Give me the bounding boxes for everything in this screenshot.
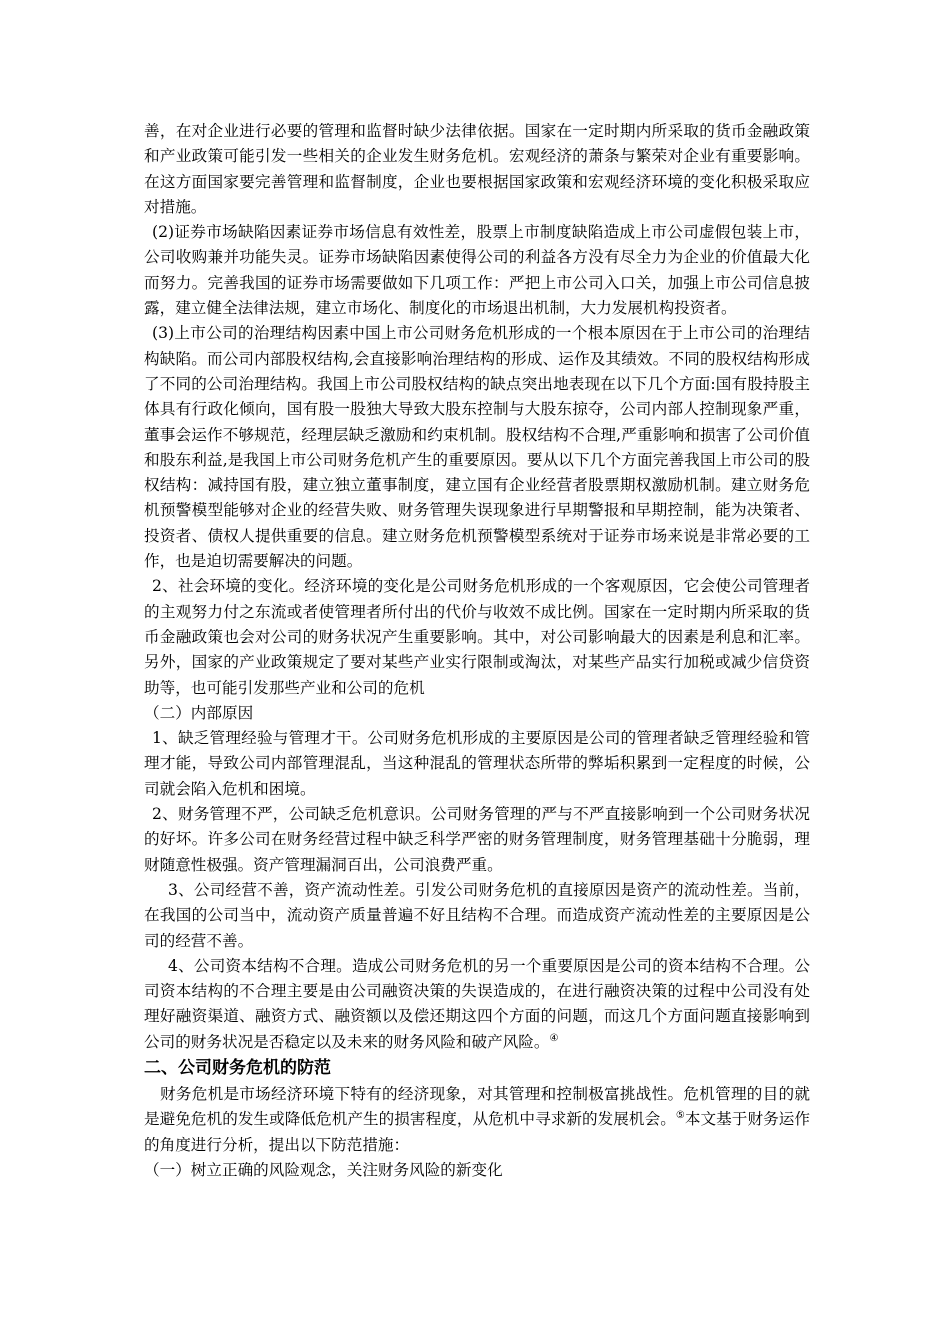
subheading-internal-causes: （二）内部原因 [144, 703, 254, 722]
paragraph-lack-of-management: 1、缺乏管理经验与管理才干。公司财务危机形成的主要原因是公司的管理者缺乏管理经验和管理才能，导致公司内部管理混乱，当这种混乱的管理状态所带的弊垢积累到一定程度的时候，公司就会陷入危机和困境。 [144, 729, 810, 798]
paragraph-poor-operations: 3、公司经营不善，资产流动性差。引发公司财务危机的直接原因是资产的流动性差。当前，在我国的公司当中，流动资产质量普遍不好且结构不合理。而造成资产流动性差的主要原因是公司的经营不善。 [144, 880, 810, 950]
subheading-risk-concept: （一）树立正确的风险观念，关注财务风险的新变化 [144, 1160, 503, 1179]
paragraph-1: 善，在对企业进行必要的管理和监督时缺少法律依据。国家在一定时期内所采取的货币金融政策和产业政策可能引发一些相关的企业发生财务危机。宏观经济的萧条与繁荣对企业有重要影响。在这方面国家要完善管理和监督制度，企业也要根据国家政策和宏观经济环境的变化积极采取应对措施。 [144, 122, 810, 216]
paragraph-capital-structure-text: 4、公司资本结构不合理。造成公司财务危机的另一个重要原因是公司的资本结构不合理。公司资本结构的不合理主要是由公司融资决策的失误造成的，在进行融资决策的过程中公司没有处理好融资渠道、融资方式、融资额以及偿还期这四个方面的问题，而这几个方面问题直接影响到公司的财务状况是否稳定以及未来的财务风险和破产风险。 [144, 956, 810, 1051]
section-heading: 二、公司财务危机的防范 [144, 1057, 331, 1078]
prevention-intro-tail: 本文基于财务运作的角度进行分析，提出以下防范措施： [144, 1110, 810, 1154]
prevention-intro-text: 财务危机是市场经济环境下特有的经济现象，对其管理和控制极富挑战性。危机管理的目的就是避免危机的发生或降低危机产生的损害程度，从危机中寻求新的发展机会。 [144, 1084, 810, 1129]
paragraph-securities-market: (2)证券市场缺陷因素证券市场信息有效性差，股票上市制度缺陷造成上市公司虚假包装上市，公司收购兼并功能失灵。证券市场缺陷因素使得公司的利益各方没有尽全力为企业的价值最大化而努力。完善我国的证券市场需要做如下几项工作：严把上市公司入口关，加强上市公司信息披露，建立健全法律法规，建立市场化、制度化的市场退出机制，大力发展机构投资者。 [144, 223, 810, 318]
footnote-marker-5: ⑤ [675, 1110, 685, 1122]
footnote-marker-4: ④ [549, 1032, 559, 1044]
paragraph-lax-financial-management: 2、财务管理不严，公司缺乏危机意识。公司财务管理的严与不严直接影响到一个公司财务状况的好坏。许多公司在财务经营过程中缺乏科学严密的财务管理制度，财务管理基础十分脆弱，理财随意性极强。资产管理漏洞百出，公司浪费严重。 [144, 805, 810, 874]
paragraph-governance-structure: (3)上市公司的治理结构因素中国上市公司财务危机形成的一个根本原因在于上市公司的治理结构缺陷。而公司内部股权结构,会直接影响治理结构的形成、运作及其绩效。不同的股权结构形成了不同的公司治理结构。我国上市公司股权结构的缺点突出地表现在以下几个方面:国有股持股主体具有行政化倾向，国有股一股独大导致大股东控制与大股东掠夺，公司内部人控制现象严重，董事会运作不够规范，经理层缺乏激励和约束机制。股权结构不合理,严重影响和损害了公司价值和股东利益,是我国上市公司财务危机产生的重要原因。要从以下几个方面完善我国上市公司的股权结构：减持国有股，建立独立董事制度，建立国有企业经营者股票期权激励机制。建立财务危机预警模型能够对企业的经营失败、财务管理失误现象进行早期警报和早期控制，能为决策者、投资者、债权人提供重要的信息。建立财务危机预警模型系统对于证券市场来说是非常必要的工作，也是迫切需要解决的问题。 [144, 324, 810, 571]
paragraph-social-environment: 2、社会环境的变化。经济环境的变化是公司财务危机形成的一个客观原因，它会使公司管理者的主观努力付之东流或者使管理者所付出的代价与收效不成比例。国家在一定时期内所采取的货币金融政策也会对公司的财务状况产生重要影响。其中，对公司影响最大的因素是利息和汇率。另外，国家的产业政策规定了要对某些产业实行限制或淘汰，对某些产品实行加税或减少信贷资助等，也可能引发那些产业和公司的危机 [144, 577, 810, 697]
paragraph-capital-structure [144, 954, 810, 1055]
paragraph-prevention-intro [144, 1082, 810, 1158]
document-page [144, 119, 810, 1183]
